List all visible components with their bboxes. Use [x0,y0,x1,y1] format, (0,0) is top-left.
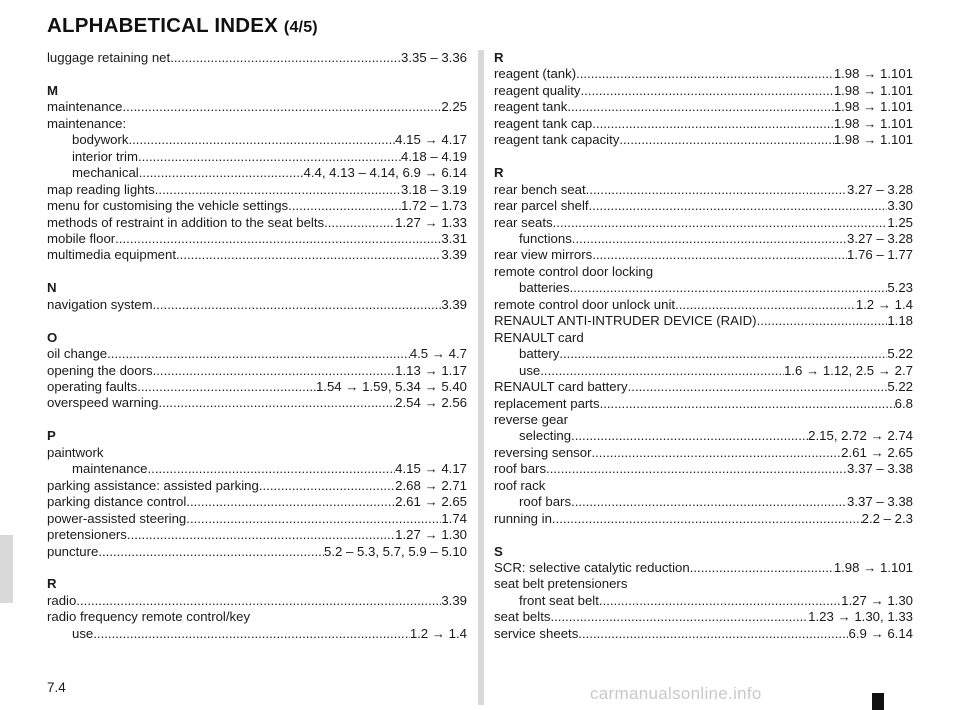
dot-leader [619,132,833,148]
dot-leader [552,511,862,527]
index-entry [47,363,467,379]
spacer [47,264,467,280]
entry-term: luggage retaining net [47,50,171,65]
spacer [47,560,467,576]
dot-leader [571,428,808,444]
dot-leader [259,478,395,494]
page-reference[interactable]: 1.54 → 1.59, 5.34 → 5.40 [315,379,467,395]
spacer [494,527,913,543]
index-subentry [47,165,467,181]
entry-term: roof bars [519,494,572,510]
entry-term: map reading lights [47,181,155,197]
entry-term: reagent tank capacity [494,132,620,148]
entry-term: service sheets [494,625,579,641]
index-entry [494,132,913,148]
entry-term: mobile floor [47,230,116,246]
index-subentry [47,626,467,642]
dot-leader [186,494,395,510]
entry-term: operating faults [47,379,138,395]
page-reference[interactable]: 3.39 [441,296,467,312]
dot-leader [675,297,856,313]
entry-term: bodywork [72,132,129,148]
dot-leader [572,231,847,247]
dot-leader [155,182,401,198]
entry-term: front seat belt [519,592,599,608]
dot-leader [553,215,888,231]
index-entry [47,544,467,560]
entry-term: reagent tank cap [494,115,593,131]
dot-leader [186,511,441,527]
index-group-label: paintwork [47,444,104,460]
index-entry [494,66,913,82]
index-entry [494,198,913,214]
page-title [47,14,318,38]
index-subentry [494,280,913,296]
index-entry [494,297,913,313]
page-reference[interactable]: 1.18 [887,313,913,329]
dot-leader [176,247,441,263]
dot-leader [550,609,808,625]
page-reference[interactable]: 1.27 → 1.33 [395,214,467,230]
page-reference[interactable]: 1.23 → 1.30, 1.33 [808,609,913,625]
dot-leader [128,132,395,148]
index-group-label: reverse gear [494,411,569,427]
entry-term: parking assistance: assisted parking [47,477,259,493]
entry-term: power-assisted steering [47,510,187,526]
entry-term: remote control door unlock unit [494,296,676,312]
index-group-label: radio frequency remote control/key [47,609,251,625]
entry-term: rear seats [494,214,553,230]
page-reference[interactable]: 3.39 [441,247,467,263]
letter-heading: R [47,576,57,592]
page-reference[interactable]: 2.61 → 2.65 [395,494,467,510]
column-divider [478,50,484,705]
page-reference[interactable]: 1.2 → 1.4 [855,296,913,312]
dot-leader [599,593,841,609]
entry-term: reagent (tank) [494,66,577,82]
page-reference[interactable]: 1.98 → 1.101 [833,115,913,131]
page-reference[interactable]: 1.74 [441,510,467,526]
index-entry [47,247,467,263]
dot-leader [757,313,888,329]
dot-leader [324,215,395,231]
index-entry [494,99,913,115]
dot-leader [578,626,848,642]
page-reference[interactable]: 1.72 – 1.73 [401,198,467,214]
dot-leader [153,297,442,313]
page-reference[interactable]: 3.39 [441,592,467,608]
page-reference[interactable]: 1.6 → 1.12, 2.5 → 2.7 [783,362,913,378]
dot-leader [570,280,888,296]
entry-term: battery [519,346,560,362]
dot-leader [107,346,410,362]
page-reference[interactable]: 2.61 → 2.65 [841,444,913,460]
page-reference[interactable]: 3.37 – 3.38 [847,461,913,477]
index-entry [47,379,467,395]
dot-leader [586,182,847,198]
entry-term: rear bench seat [494,181,586,197]
entry-term: parking distance control [47,494,187,510]
index-subentry [47,461,467,477]
title-main: ALPHABETICAL INDEX [47,14,279,37]
index-entry [494,609,913,625]
entry-term: SCR: selective catalytic reduction [494,560,690,576]
page-reference[interactable]: 1.98 → 1.101 [833,132,913,148]
entry-term: multimedia equipment [47,247,177,263]
entry-term: pretensioners [47,527,127,543]
dot-leader [115,231,441,247]
index-column-left [47,50,467,642]
page-reference[interactable]: 1.76 – 1.77 [847,247,913,263]
index-subentry [494,494,913,510]
entry-term: radio [47,592,77,608]
entry-term: oil change [47,346,108,362]
index-group-label: seat belt pretensioners [494,576,628,592]
letter-heading: P [47,428,56,444]
dot-leader [628,379,888,395]
dot-leader [137,379,316,395]
dot-leader [153,363,396,379]
dot-leader [546,461,847,477]
page-reference[interactable]: 2.2 – 2.3 [861,510,913,526]
index-entry [47,527,467,543]
entry-term: reagent tank [494,99,568,115]
page-reference[interactable]: 4.15 → 4.17 [395,132,467,148]
index-subentry [494,593,913,609]
entry-term: rear view mirrors [494,247,593,263]
index-group-label: maintenance: [47,115,127,131]
dot-leader [581,83,834,99]
page-reference[interactable]: 3.30 [887,198,913,214]
page-reference[interactable]: 2.25 [441,99,467,115]
page-reference[interactable]: 1.27 → 1.30 [841,592,913,608]
entry-term: puncture [47,543,99,559]
index-entry [47,99,467,115]
page-reference[interactable]: 4.5 → 4.7 [409,346,467,362]
letter-heading: R [494,165,504,181]
watermark: carmanualsonline.info [590,684,762,703]
index-entry [494,116,913,132]
entry-term: navigation system [47,296,153,312]
index-entry [494,461,913,477]
dot-leader [592,247,847,263]
index-subentry [47,132,467,148]
entry-term: RENAULT card battery [494,379,628,395]
dot-leader [158,395,395,411]
page-reference[interactable]: 1.98 → 1.101 [833,82,913,98]
page-reference[interactable]: 1.13 → 1.17 [395,362,467,378]
entry-term: use [519,362,541,378]
dot-leader [690,560,834,576]
dot-leader [138,149,401,165]
index-entry [494,560,913,576]
index-entry [47,182,467,198]
dot-leader [567,99,833,115]
index-subentry [494,363,913,379]
dot-leader [576,66,834,82]
index-entry [494,313,913,329]
index-entry [47,198,467,214]
page-reference[interactable]: 1.98 → 1.101 [833,560,913,576]
entry-term: selecting [519,428,572,444]
dot-leader [123,99,442,115]
index-entry [47,215,467,231]
index-entry [494,83,913,99]
dot-leader [540,363,784,379]
letter-heading: S [494,543,503,559]
entry-term: running in [494,510,552,526]
letter-heading: R [494,50,504,65]
entry-term: RENAULT ANTI-INTRUDER DEVICE (RAID) [494,313,757,329]
index-entry [47,231,467,247]
page-reference[interactable]: 2.54 → 2.56 [395,395,467,411]
index-entry [47,494,467,510]
entry-term: overspeed warning [47,395,159,411]
dot-leader [589,198,888,214]
index-entry [47,478,467,494]
page-reference[interactable]: 4.18 – 4.19 [401,148,467,164]
spacer [47,66,467,82]
letter-heading: O [47,329,58,345]
index-group-label: roof rack [494,477,546,493]
page-reference[interactable]: 6.8 [894,395,913,411]
page-reference[interactable]: 1.25 [887,214,913,230]
entry-term: interior trim [72,148,138,164]
page-reference[interactable]: 1.98 → 1.101 [833,99,913,115]
entry-term: maintenance [72,461,148,477]
entry-term: functions [519,230,572,246]
page-reference[interactable]: 3.37 – 3.38 [847,494,913,510]
page-reference[interactable]: 4.4, 4.13 – 4.14, 6.9 → 6.14 [303,165,467,181]
page-number: 7.4 [47,680,66,695]
dot-leader [571,494,847,510]
page-reference[interactable]: 3.35 – 3.36 [401,50,467,65]
dot-leader [591,445,841,461]
dot-leader [98,544,324,560]
index-column-right [494,50,913,642]
page-corner-mark [872,693,884,710]
dot-leader [139,165,304,181]
index-entry [494,182,913,198]
dot-leader [148,461,396,477]
page-reference[interactable]: 2.15, 2.72 → 2.74 [808,428,913,444]
dot-leader [76,593,441,609]
spacer [47,412,467,428]
dot-leader [600,396,895,412]
index-group-label: remote control door locking [494,263,654,279]
dot-leader [592,116,834,132]
entry-term: batteries [519,280,570,296]
spacer [47,313,467,329]
page-reference[interactable]: 5.22 [887,379,913,395]
index-entry [494,379,913,395]
title-part-indicator: (4/5) [283,19,318,36]
page-reference[interactable]: 3.27 – 3.28 [847,230,913,246]
index-entry [47,511,467,527]
entry-term: methods of restraint in addition to the seat belts [47,214,325,230]
page-reference[interactable]: 3.27 – 3.28 [847,181,913,197]
index-subentry [494,428,913,444]
index-subentry [494,346,913,362]
page-reference[interactable]: 3.18 – 3.19 [401,181,467,197]
entry-term: roof bars [494,461,547,477]
index-entry [494,511,913,527]
page-reference[interactable]: 1.27 → 1.30 [395,527,467,543]
entry-term: reversing sensor [494,444,592,460]
entry-term: rear parcel shelf [494,198,589,214]
index-entry [494,215,913,231]
dot-leader [559,346,887,362]
chapter-tab-marker [0,535,13,603]
page-reference[interactable]: 4.15 → 4.17 [395,461,467,477]
dot-leader [288,198,401,214]
letter-heading: M [47,82,58,98]
entry-term: menu for customising the vehicle settings [47,198,289,214]
entry-term: use [72,625,94,641]
entry-term: seat belts [494,609,551,625]
page-reference[interactable]: 6.9 → 6.14 [848,625,913,641]
index-entry [47,50,467,66]
index-group-label: RENAULT card [494,329,584,345]
dot-leader [170,50,401,66]
index-entry [494,445,913,461]
index-entry [494,396,913,412]
index-entry [494,247,913,263]
index-entry [47,593,467,609]
entry-term: maintenance [47,99,123,115]
page-reference[interactable]: 5.22 [887,346,913,362]
index-subentry [47,149,467,165]
page-reference[interactable]: 2.68 → 2.71 [395,477,467,493]
index-entry [494,626,913,642]
entry-term: opening the doors [47,362,153,378]
page-reference[interactable]: 1.98 → 1.101 [833,66,913,82]
dot-leader [127,527,395,543]
dot-leader [93,626,410,642]
index-entry [47,395,467,411]
index-entry [47,297,467,313]
page-reference[interactable]: 3.31 [441,230,467,246]
page-reference[interactable]: 5.2 – 5.3, 5.7, 5.9 – 5.10 [324,543,467,559]
index-subentry [494,231,913,247]
letter-heading: N [47,280,57,296]
page-reference[interactable]: 1.2 → 1.4 [409,625,467,641]
entry-term: replacement parts [494,395,600,411]
index-entry [47,346,467,362]
page-reference[interactable]: 5.23 [887,280,913,296]
spacer [494,149,913,165]
entry-term: mechanical [72,165,139,181]
entry-term: reagent quality [494,82,581,98]
